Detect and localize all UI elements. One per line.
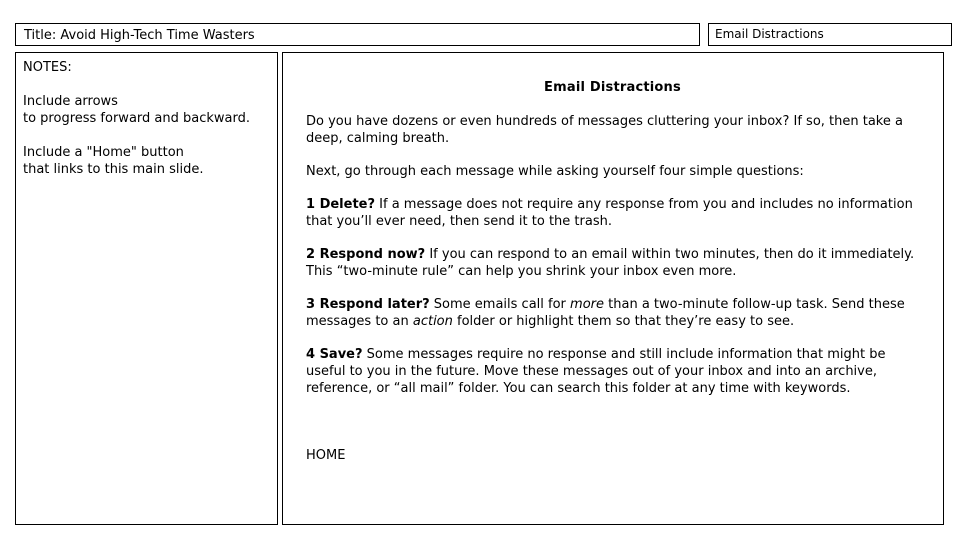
- emphasis-more: more: [570, 297, 605, 312]
- title-bar: [15, 23, 700, 46]
- question-text: folder or highlight them so that they’re easy to see.: [452, 314, 795, 329]
- notes-line: that links to this main slide.: [23, 162, 204, 177]
- question-label: 2 Respond now?: [306, 247, 426, 262]
- question-label: 3 Respond later?: [306, 297, 430, 312]
- intro-paragraph: Do you have dozens or even hundreds of messages cluttering your inbox? If so, then take a deep, calming breath.: [306, 114, 903, 146]
- slide-title: Title: Avoid High-Tech Time Wasters: [24, 28, 255, 43]
- home-button[interactable]: HOME: [306, 448, 346, 463]
- section-tag-label: Email Distractions: [715, 27, 824, 41]
- notes-panel: [15, 52, 278, 525]
- notes-line: Include a "Home" button: [23, 145, 184, 160]
- emphasis-action: action: [412, 314, 453, 329]
- question-respond-now: [306, 246, 919, 280]
- question-text: than a two-minute follow-up task. Send these messages to an: [306, 297, 905, 329]
- notes-group-arrows: [23, 93, 270, 127]
- notes-group-home: [23, 144, 270, 178]
- notes-line: Include arrows: [23, 94, 118, 109]
- question-save: [306, 346, 919, 397]
- question-label: 4 Save?: [306, 347, 363, 362]
- notes-heading: NOTES:: [23, 60, 72, 75]
- question-label: 1 Delete?: [306, 197, 376, 212]
- slide-content: [282, 52, 944, 525]
- notes-line: to progress forward and backward.: [23, 111, 250, 126]
- question-text: If a message does not require any response from you and includes no information that you’ll ever need, then send it to the trash.: [306, 197, 913, 229]
- question-text: Some messages require no response and still include information that might be useful to you in the future. Move these messages out of your inbox and into an archive, reference, or “all mail” folder. You can search this folder at any time with keywords.: [306, 347, 886, 396]
- lead-paragraph: Next, go through each message while asking yourself four simple questions:: [306, 164, 804, 179]
- question-respond-later: [306, 296, 919, 330]
- content-heading: Email Distractions: [544, 80, 681, 95]
- question-delete: [306, 196, 919, 230]
- question-text: If you can respond to an email within two minutes, then do it immediately. This “two-minute rule” can help you shrink your inbox even more.: [306, 247, 915, 279]
- question-text: Some emails call for: [429, 297, 571, 312]
- section-tag: [708, 23, 952, 46]
